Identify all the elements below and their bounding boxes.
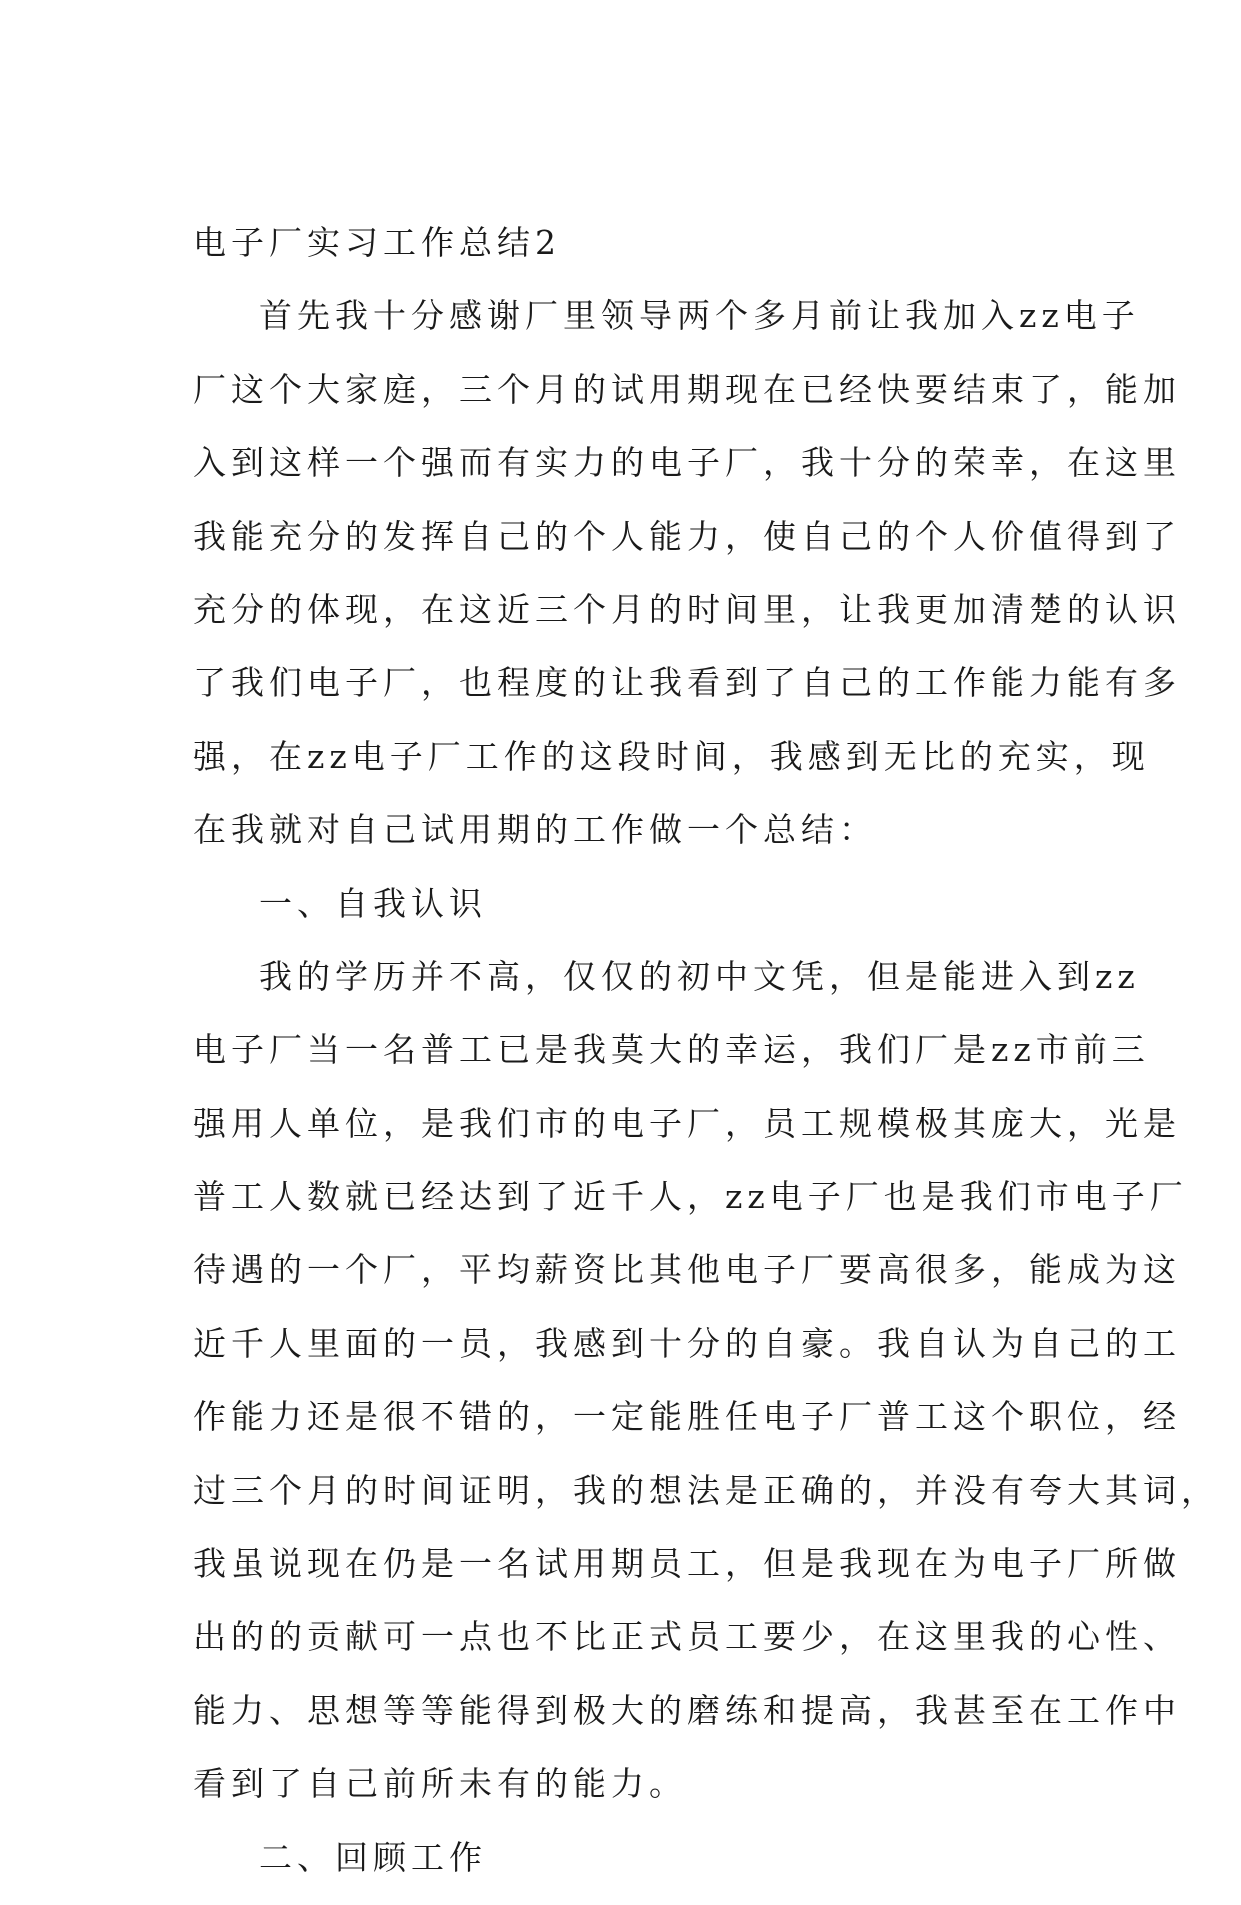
document-title: 电子厂实习工作总结2	[193, 223, 561, 262]
section-heading-work-review: 二、回顾工作	[259, 1837, 487, 1877]
paragraph-line: 看到了自己前所未有的能力。	[193, 1764, 687, 1804]
paragraph-line: 了我们电子厂，也程度的让我看到了自己的工作能力能有多	[193, 663, 1181, 703]
paragraph-line: 在我就对自己试用期的工作做一个总结：	[193, 810, 877, 850]
paragraph-line: 近千人里面的一员，我感到十分的自豪。我自认为自己的工	[193, 1323, 1181, 1363]
paragraph-line: 电子厂当一名普工已是我莫大的幸运，我们厂是zz市前三	[193, 1030, 1150, 1070]
section-heading-self-awareness: 一、自我认识	[259, 883, 487, 923]
paragraph-line: 厂这个大家庭，三个月的试用期现在已经快要结束了，能加	[193, 369, 1181, 409]
paragraph-line: 我的学历并不高，仅仅的初中文凭，但是能进入到zz	[259, 956, 1140, 996]
paragraph-line: 待遇的一个厂，平均薪资比其他电子厂要高很多，能成为这	[193, 1250, 1181, 1290]
paragraph-line: 出的的贡献可一点也不比正式员工要少，在这里我的心性、	[193, 1617, 1181, 1657]
paragraph-line: 我能充分的发挥自己的个人能力，使自己的个人价值得到了	[193, 516, 1181, 556]
paragraph-line: 我虽说现在仍是一名试用期员工，但是我现在为电子厂所做	[193, 1544, 1181, 1584]
paragraph-line: 首先我十分感谢厂里领导两个多月前让我加入zz电子	[259, 296, 1140, 336]
paragraph-line: 强用人单位，是我们市的电子厂，员工规模极其庞大，光是	[193, 1103, 1181, 1143]
paragraph-line: 强，在zz电子厂工作的这段时间，我感到无比的充实，现	[193, 736, 1150, 776]
paragraph-line: 能力、思想等等能得到极大的磨练和提高，我甚至在工作中	[193, 1690, 1181, 1730]
document-body	[193, 217, 1219, 1905]
paragraph-line: 过三个月的时间证明，我的想法是正确的，并没有夸大其词，	[193, 1470, 1219, 1510]
paragraph-line: 普工人数就已经达到了近千人，zz电子厂也是我们市电子厂	[193, 1177, 1188, 1217]
paragraph-line: 充分的体现，在这近三个月的时间里，让我更加清楚的认识	[193, 589, 1181, 629]
paragraph-line: 入到这样一个强而有实力的电子厂，我十分的荣幸，在这里	[193, 443, 1181, 483]
paragraph-line: 作能力还是很不错的，一定能胜任电子厂普工这个职位，经	[193, 1397, 1181, 1437]
